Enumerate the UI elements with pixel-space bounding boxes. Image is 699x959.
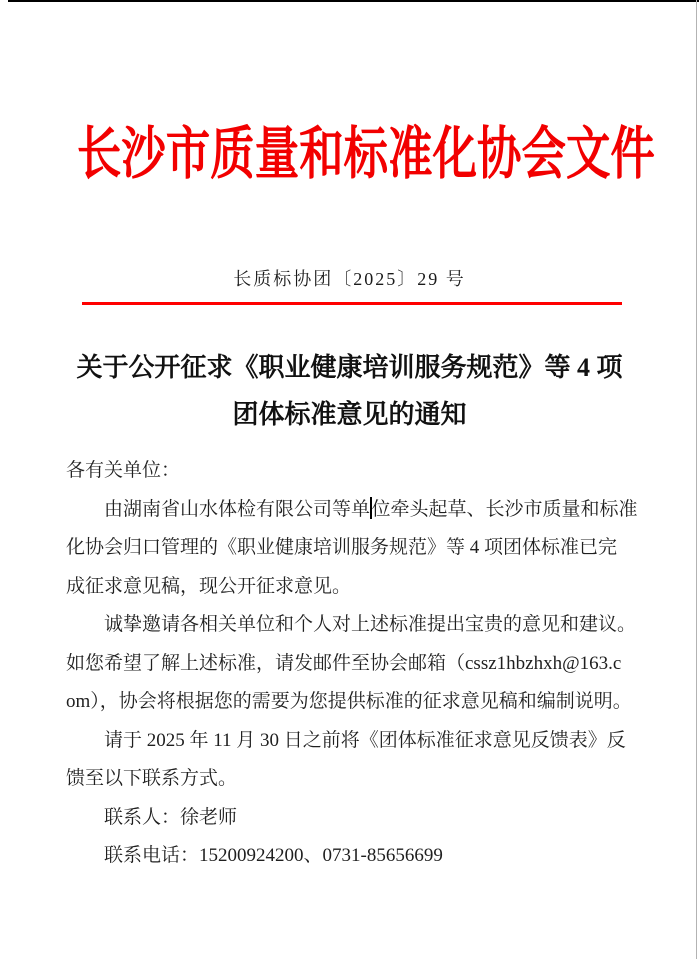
body-line[interactable]: 化协会归口管理的《职业健康培训服务规范》等 4 项团体标准已完 <box>66 537 618 558</box>
page-right-border <box>696 0 697 959</box>
red-separator-rule <box>82 302 622 305</box>
body-line[interactable]: 如您希望了解上述标准，请发邮件至协会邮箱（cssz1hbzhxh@163.c <box>66 652 622 674</box>
contact-phone-line[interactable]: 联系电话：15200924200、0731-85656699 <box>104 845 443 866</box>
document-body[interactable] <box>66 452 638 876</box>
document-title-line1: 关于公开征求《职业健康培训服务规范》等 4 项 <box>76 353 623 382</box>
body-line[interactable]: 请于 2025 年 11 月 30 日之前将《团体标准征求意见反馈表》反 <box>104 729 626 751</box>
body-text-segment: 由湖南省山水体检有限公司等单 <box>104 498 371 520</box>
document-number[interactable]: 长质标协团〔2025〕29 号 <box>233 269 466 289</box>
page-top-border <box>8 0 699 2</box>
body-line[interactable]: om），协会将根据您的需要为您提供标准的征求意见稿和编制说明。 <box>66 691 632 712</box>
body-line[interactable]: 诚挚邀请各相关单位和个人对上述标准提出宝贵的意见和建议。 <box>104 614 637 635</box>
body-line[interactable]: 成征求意见稿，现公开征求意见。 <box>66 575 352 597</box>
document-title[interactable] <box>0 344 699 438</box>
salutation-line[interactable]: 各有关单位： <box>66 460 181 481</box>
document-title-line2: 团体标准意见的通知 <box>232 400 467 429</box>
body-line-with-cursor[interactable] <box>66 491 638 530</box>
contact-person-line[interactable]: 联系人：徐老师 <box>104 806 238 828</box>
body-text-segment: 位牵头起草、长沙市质量和标准 <box>371 498 638 520</box>
body-line[interactable]: 馈至以下联系方式。 <box>66 768 238 789</box>
document-masthead[interactable]: 长沙市质量和标准化协会文件 <box>76 123 655 186</box>
